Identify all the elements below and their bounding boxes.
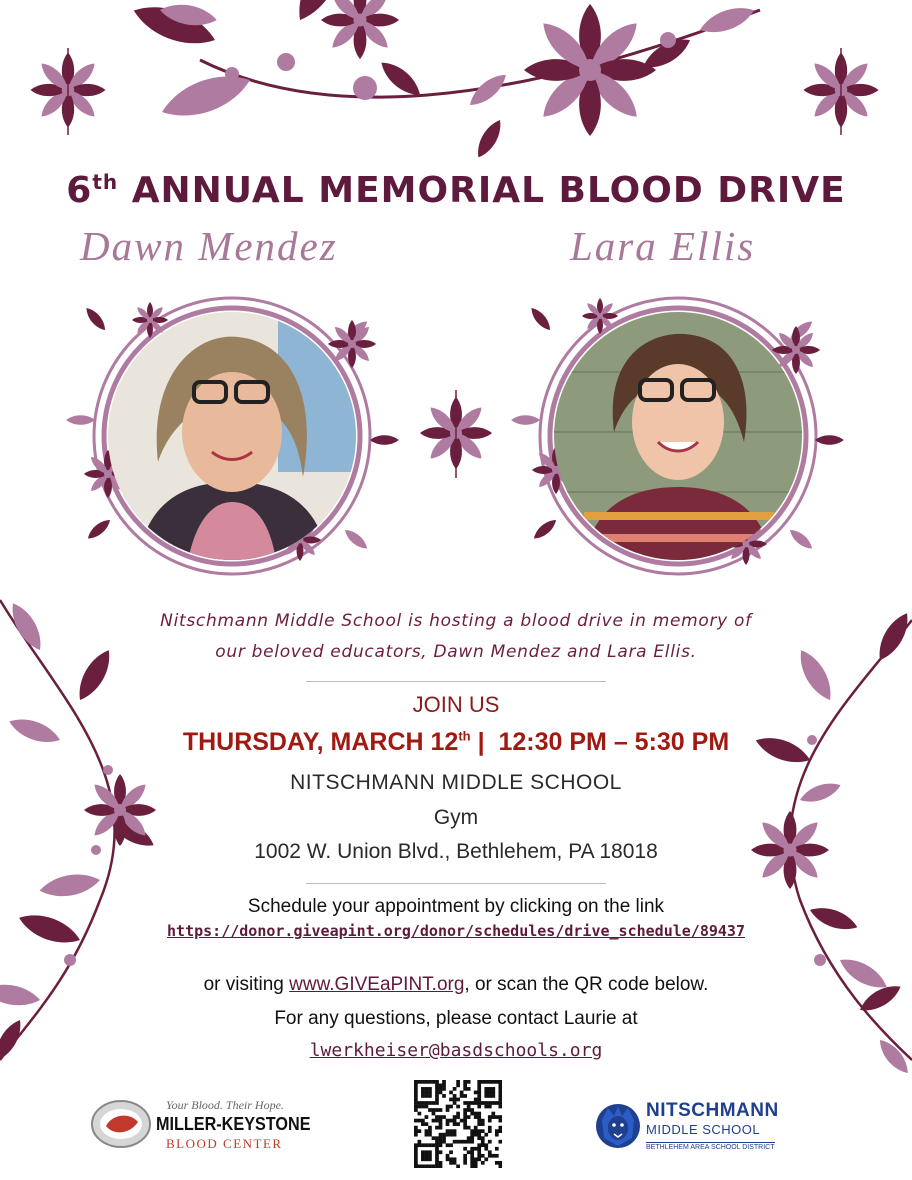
event-room: Gym xyxy=(433,806,479,829)
miller-keystone-sub: BLOOD CENTER xyxy=(166,1136,283,1151)
nitschmann-sub: MIDDLE SCHOOL xyxy=(646,1122,761,1137)
event-title: 6th ANNUAL MEMORIAL BLOOD DRIVE xyxy=(66,170,846,211)
photo-lara-ellis xyxy=(554,312,802,560)
event-date-time: THURSDAY, MARCH 12th | 12:30 PM – 5:30 PM xyxy=(182,728,730,756)
join-us-heading: JOIN US xyxy=(412,692,500,717)
blood-drop-logo-icon xyxy=(90,1098,152,1150)
contact-text: For any questions, please contact Laurie at xyxy=(274,1008,638,1029)
schedule-link[interactable]: https://donor.giveapint.org/donor/schedules/drive_schedule/89437 xyxy=(167,922,745,940)
email-link[interactable]: lwerkheiser@basdschools.org xyxy=(309,1040,603,1061)
divider xyxy=(306,681,606,682)
intro-line-1: Nitschmann Middle School is hosting a blood drive in memory of xyxy=(160,611,752,631)
divider xyxy=(306,883,606,884)
lion-mascot-icon xyxy=(594,1102,642,1150)
honoree-name-lara: Lara Ellis xyxy=(570,223,756,269)
top-garland-icon xyxy=(129,0,760,161)
event-location: NITSCHMANN MIDDLE SCHOOL xyxy=(290,771,622,794)
nitschmann-district: BETHLEHEM AREA SCHOOL DISTRICT xyxy=(646,1144,775,1151)
giveapint-link[interactable]: www.GIVEaPINT.org xyxy=(289,974,465,995)
schedule-instruction: Schedule your appointment by clicking on the link xyxy=(247,896,665,917)
intro-text xyxy=(0,606,912,668)
photo-dawn-mendez xyxy=(108,312,356,560)
contact-email xyxy=(0,1040,912,1061)
honoree-name-dawn: Dawn Mendez xyxy=(80,223,338,269)
nitschmann-name: NITSCHMANN xyxy=(646,1100,779,1121)
event-address: 1002 W. Union Blvd., Bethlehem, PA 18018 xyxy=(254,840,658,863)
intro-line-2: our beloved educators, Dawn Mendez and Lara Ellis. xyxy=(215,642,697,662)
miller-keystone-name: MILLER-KEYSTONE xyxy=(156,1114,311,1134)
qr-code-icon[interactable] xyxy=(414,1080,502,1168)
miller-keystone-tagline: Your Blood. Their Hope. xyxy=(166,1098,284,1112)
visit-text: or visiting www.GIVEaPINT.org, or scan the QR code below. xyxy=(203,974,709,995)
